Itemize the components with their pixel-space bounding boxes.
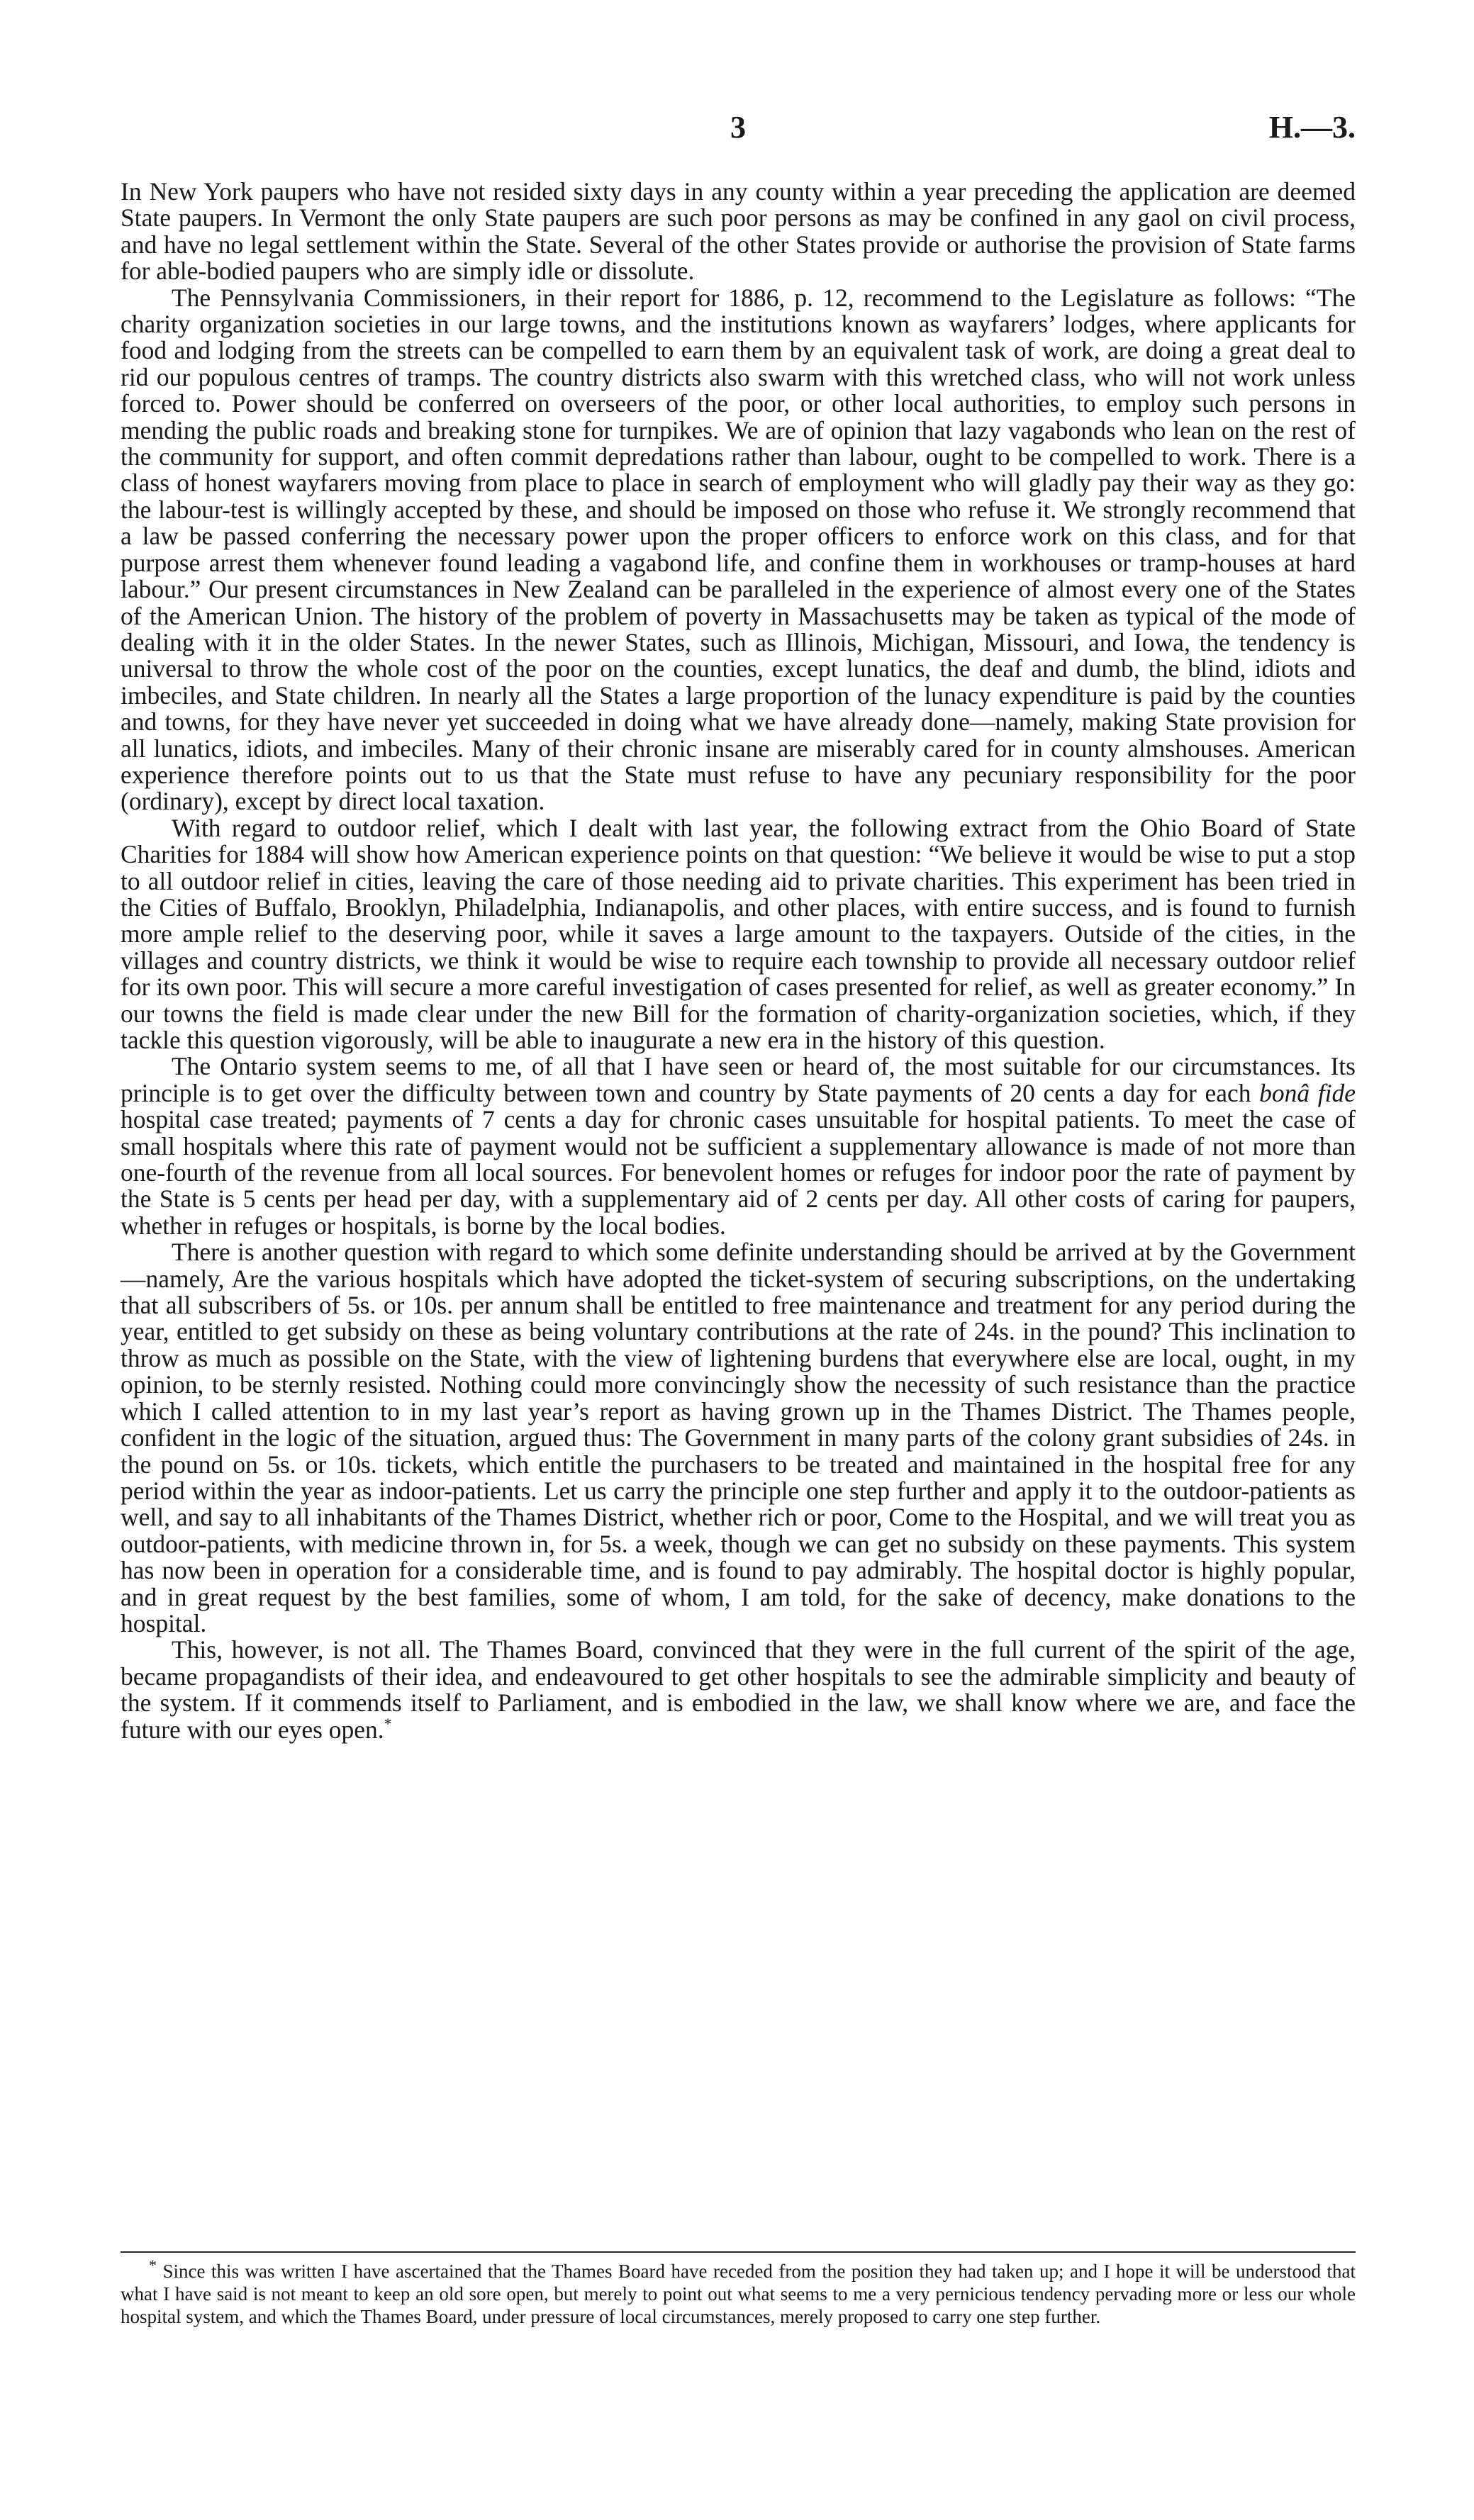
paragraph-state-paupers: In New York paupers who have not resided sixty days in any county within a year preceding the application are deemed State paupers. In Vermont the only State paupers are such poor persons as may be confined in any gaol on civil process, and have no legal settlement within the State. Several of the other States provide or authorise the provision of State farms for able-bodied paupers who are simply idle or dissolute. bbox=[121, 177, 1356, 286]
document-reference: H.—3. bbox=[1268, 110, 1356, 145]
ontario-text-start: The Ontario system seems to me, of all that I have seen or heard of, the most suitable for our circumstances. Its principle is to get over the difficulty between town and country by State payments of 20 cents a day for each bbox=[121, 1052, 1356, 1107]
thames-board-text: This, however, is not all. The Thames Board, convinced that they were in the full current of the spirit of the age, became propagandists of their idea, and endeavoured to get other hospitals to see the admirable simplicity and beauty of the system. If it commends itself to Parliament, and is embodied in the law, we shall know where we are, and face the future with our eyes open. bbox=[121, 1635, 1356, 1744]
page-number: 3 bbox=[730, 110, 746, 145]
ontario-text-end: hospital case treated; payments of 7 cents a day for chronic cases unsuitable for hospital patients. To meet the case of small hospitals where this rate of payment would not be sufficient a supplementary allowance is made of not more than one-fourth of the revenue from all local sources. For benevolent homes or refuges for indoor poor the rate of payment by the State is 5 cents per head per day, with a supplementary aid of 2 cents per day. All other costs of caring for paupers, whether in refuges or hospitals, is borne by the local bodies. bbox=[121, 1105, 1356, 1240]
footnote bbox=[121, 2256, 1356, 2328]
paragraph-outdoor-relief: With regard to outdoor relief, which I dealt with last year, the following extract from the Ohio Board of State Charities for 1884 will show how American experience points on that question: “We believe it would be wise to put a stop to all outdoor relief in cities, leaving the care of those needing aid to private charities. This experiment has been tried in the Cities of Buffalo, Brooklyn, Philadelphia, Indianapolis, and other places, with entire success, and is found to furnish more ample relief to the deserving poor, while it saves a large amount to the taxpayers. Outside of the cities, in the villages and country districts, we think it would be wise to require each township to provide all necessary outdoor relief for its own poor. This will secure a more careful investigation of cases presented for relief, as well as greater economy.” In our towns the field is made clear under the new Bill for the formation of charity-organization societies, which, if they tackle this question vigorously, will be able to inaugurate a new era in the history of this question. bbox=[121, 813, 1356, 1054]
footnote-reference: * bbox=[384, 1714, 392, 1732]
footnote-text: Since this was written I have ascertained that the Thames Board have receded from the position they had taken up; and I hope it will be understood that what I have said is not meant to keep an old sore open, but merely to point out what seems to me a very pernicious tendency pervading more or less our whole hospital system, and which the Thames Board, under pressure of local circumstances, merely proposed to carry one step further. bbox=[121, 2261, 1356, 2327]
page-header bbox=[121, 106, 1356, 149]
paragraph-pennsylvania: The Pennsylvania Commissioners, in their report for 1886, p. 12, recommend to the Legislature as follows: “The charity organization societies in our large towns, and the institutions known as wayfarers’ lodges, where applicants for food and lodging from the streets can be compelled to earn them by an equivalent task of work, are doing a great deal to rid our populous centres of tramps. The country districts also swarm with this wretched class, who will not work unless forced to. Power should be conferred on overseers of the poor, or other local authorities, to employ such persons in mending the public roads and breaking stone for turnpikes. We are of opinion that lazy vagabonds who lean on the rest of the community for support, and often commit depredations rather than labour, ought to be compelled to work. There is a class of honest wayfarers moving from place to place in search of employment who will gladly pay their way as they go: the labour-test is willingly accepted by these, and should be imposed on those who refuse it. We strongly recommend that a law be passed conferring the necessary power upon the proper officers to enforce work on this class, and for that purpose arrest them whenever found leading a vagabond life, and confine them in workhouses or tramp-houses at hard labour.” Our present circumstances in New Zealand can be paralleled in the experience of almost every one of the States of the American Union. The history of the problem of poverty in Massachusetts may be taken as typical of the mode of dealing with it in the older States. In the newer States, such as Illinois, Michigan, Missouri, and Iowa, the tendency is universal to throw the whole cost of the poor on the counties, except lunatics, the deaf and dumb, the blind, idiots and imbeciles, and State children. In nearly all the States a large proportion of the lunacy expenditure is paid by the counties and towns, for they have never yet succeeded in doing what we have already done—namely, making State provision for all lunatics, idiots, and imbeciles. Many of their chronic insane are miserably cared for in county almshouses. American experience therefore points out to us that the State must refuse to have any pecuniary responsibility for the poor (ordinary), except by direct local taxation. bbox=[121, 283, 1356, 816]
document-body bbox=[121, 179, 1356, 1743]
footnote-marker: * bbox=[149, 2256, 157, 2274]
ontario-italic-phrase: bonâ fide bbox=[1259, 1078, 1356, 1107]
paragraph-thames-board bbox=[121, 1637, 1356, 1743]
paragraph-ticket-system: There is another question with regard to which some definite understanding should be arrived at by the Government—namely, Are the various hospitals which have adopted the ticket-system of securing subscriptions, on the undertaking that all subscribers of 5s. or 10s. per annum shall be entitled to free maintenance and treatment for any period during the year, entitled to get subsidy on these as being voluntary contributions at the rate of 24s. in the pound? This inclination to throw as much as possible on the State, with the view of lightening burdens that everywhere else are local, ought, in my opinion, to be sternly resisted. Nothing could more convincingly show the necessity of such resistance than the practice which I called attention to in my last year’s report as having grown up in the Thames District. The Thames people, confident in the logic of the situation, argued thus: The Government in many parts of the colony grant subsidies of 24s. in the pound on 5s. or 10s. tickets, which entitle the purchasers to be treated and maintained in the hospital free for any period within the year as indoor-patients. Let us carry the principle one step further and apply it to the outdoor-patients as well, and say to all inhabitants of the Thames District, whether rich or poor, Come to the Hospital, and we will treat you as outdoor-patients, with medicine thrown in, for 5s. a week, though we can get no subsidy on these payments. This system has now been in operation for a considerable time, and is found to pay admirably. The hospital doctor is highly popular, and in great request by the best families, some of whom, I am told, for the sake of decency, make donations to the hospital. bbox=[121, 1238, 1356, 1637]
footnote-divider bbox=[121, 2251, 1356, 2253]
paragraph-ontario-system bbox=[121, 1053, 1356, 1239]
